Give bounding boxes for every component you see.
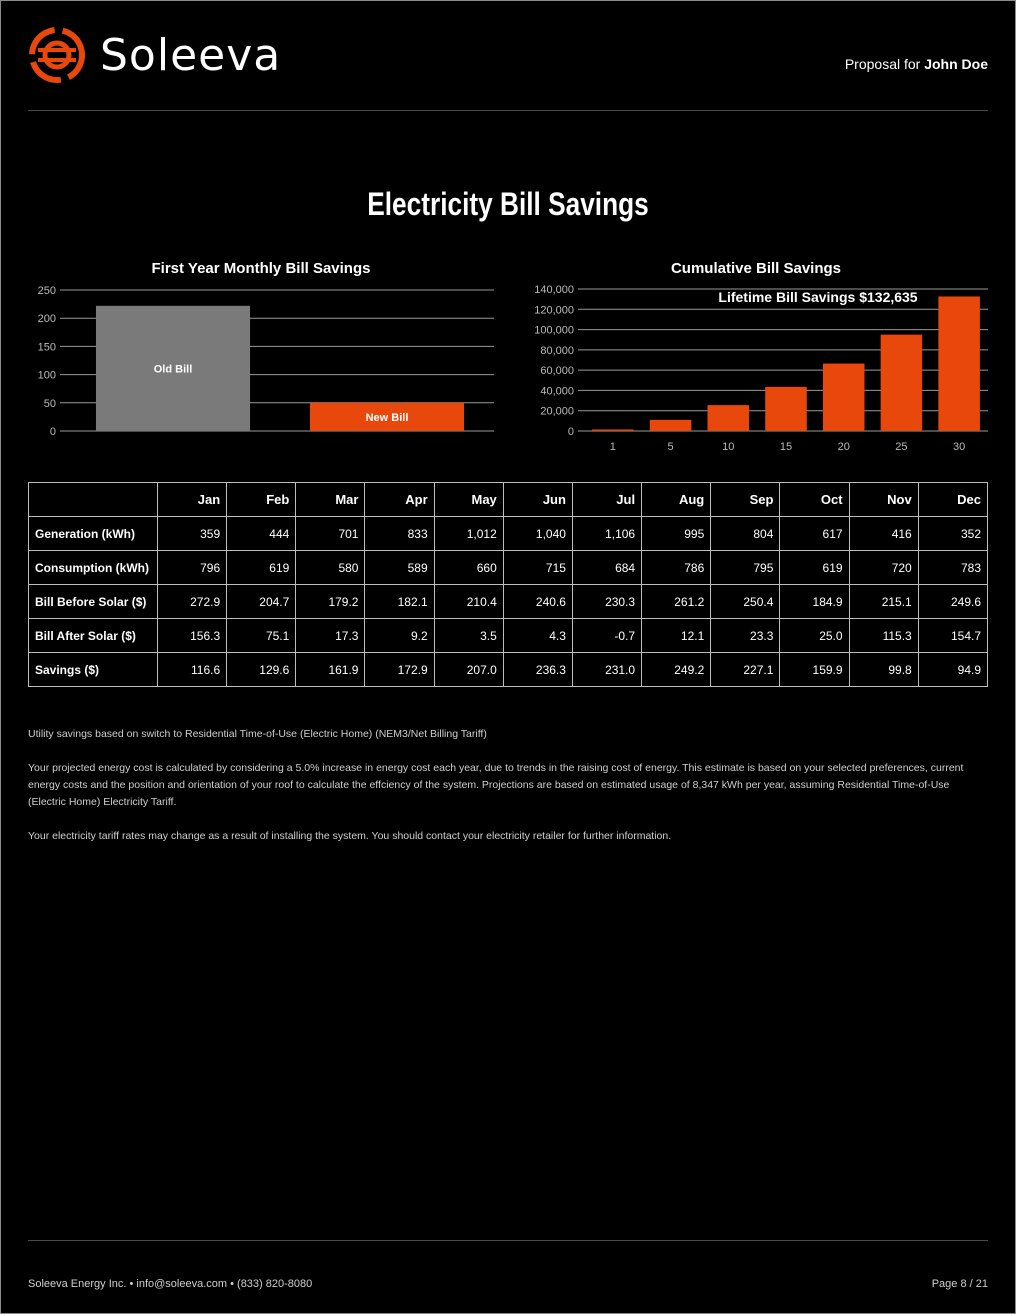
table-row <box>29 619 988 653</box>
table-cell: 182.1 <box>365 585 434 619</box>
notes <box>28 726 988 862</box>
row-header: Savings ($) <box>29 653 158 687</box>
table-cell: 159.9 <box>780 653 849 687</box>
table-row <box>29 551 988 585</box>
x-tick-label: 20 <box>837 441 850 453</box>
table-cell: 995 <box>642 517 711 551</box>
x-tick-label: 1 <box>609 441 616 453</box>
column-header: Nov <box>849 483 918 517</box>
table-cell: 179.2 <box>296 585 365 619</box>
monthly-energy-table <box>28 482 988 687</box>
table-cell: 619 <box>780 551 849 585</box>
column-header: Sep <box>711 483 780 517</box>
page-number: Page 8 / 21 <box>931 1278 988 1290</box>
page-title: Electricity Bill Savings <box>367 186 649 222</box>
bar-year-25 <box>881 335 923 431</box>
y-tick-label: 250 <box>37 285 56 297</box>
x-tick-label: 25 <box>895 441 908 453</box>
table-cell: 720 <box>849 551 918 585</box>
table-cell: 416 <box>849 517 918 551</box>
y-tick-label: 120,000 <box>534 304 574 317</box>
table-cell: 17.3 <box>296 619 365 653</box>
table-cell: 116.6 <box>158 653 227 687</box>
table-cell: 589 <box>365 551 434 585</box>
row-header: Consumption (kWh) <box>29 551 158 585</box>
brand-name: Soleeva <box>100 29 282 81</box>
table-cell: 701 <box>296 517 365 551</box>
x-tick-label: 30 <box>953 441 966 453</box>
table-cell: -0.7 <box>572 619 641 653</box>
table-cell: 115.3 <box>849 619 918 653</box>
table-cell: 154.7 <box>918 619 987 653</box>
cumulative-savings-chart-title: Cumulative Bill Savings <box>670 260 842 277</box>
table-cell: 249.6 <box>918 585 987 619</box>
y-tick-label: 150 <box>37 341 56 354</box>
table-cell: 25.0 <box>780 619 849 653</box>
table-cell: 156.3 <box>158 619 227 653</box>
y-tick-label: 100 <box>37 369 56 382</box>
x-tick-label: 10 <box>722 441 735 453</box>
table-cell: 4.3 <box>503 619 572 653</box>
y-tick-label: 20,000 <box>540 405 574 418</box>
bar-label: New Bill <box>365 411 409 424</box>
table-cell: 617 <box>780 517 849 551</box>
table-cell: 272.9 <box>158 585 227 619</box>
y-tick-label: 0 <box>567 426 574 438</box>
y-tick-label: 0 <box>49 426 56 438</box>
table-cell: 804 <box>711 517 780 551</box>
column-header: Aug <box>642 483 711 517</box>
table-cell: 249.2 <box>642 653 711 687</box>
table-cell: 236.3 <box>503 653 572 687</box>
table-cell: 215.1 <box>849 585 918 619</box>
column-header: May <box>434 483 503 517</box>
table-cell: 660 <box>434 551 503 585</box>
proposal-for <box>845 56 988 72</box>
y-tick-label: 80,000 <box>540 344 574 357</box>
header-divider <box>28 110 988 111</box>
footer-divider <box>28 1240 988 1241</box>
x-tick-label: 15 <box>779 441 793 453</box>
table-corner-cell <box>29 483 158 517</box>
table-cell: 786 <box>642 551 711 585</box>
y-tick-label: 200 <box>37 313 56 326</box>
table-row <box>29 517 988 551</box>
table-cell: 783 <box>918 551 987 585</box>
column-header: Mar <box>296 483 365 517</box>
table-cell: 715 <box>503 551 572 585</box>
table-cell: 94.9 <box>918 653 987 687</box>
row-header: Bill Before Solar ($) <box>29 585 158 619</box>
table-cell: 161.9 <box>296 653 365 687</box>
table-cell: 231.0 <box>572 653 641 687</box>
bar-year-10 <box>708 405 750 431</box>
table-cell: 1,106 <box>572 517 641 551</box>
table-cell: 3.5 <box>434 619 503 653</box>
note-paragraph: Your projected energy cost is calculated by considering a 5.0% increase in energy cost each year, due to trends in the raising cost of energy. This estimate is based on your selected preferences, current energy costs and the position and orientation of your roof to calculate the effciency of the system. Projections are based on estimated usage of 8,347 kWh per year, assuming Residential Time-of-Use (Electric Home) Electricity Tariff. <box>28 762 964 808</box>
column-header: Apr <box>365 483 434 517</box>
note-paragraph: Your electricity tariff rates may change as a result of installing the system. You should contact your electricity retailer for further information. <box>28 830 672 842</box>
y-tick-label: 60,000 <box>540 365 574 378</box>
table-cell: 444 <box>227 517 296 551</box>
table-cell: 352 <box>918 517 987 551</box>
table-cell: 359 <box>158 517 227 551</box>
table-cell: 99.8 <box>849 653 918 687</box>
row-header: Generation (kWh) <box>29 517 158 551</box>
column-header: Feb <box>227 483 296 517</box>
table-row <box>29 653 988 687</box>
table-cell: 227.1 <box>711 653 780 687</box>
column-header: Jan <box>158 483 227 517</box>
bar-year-20 <box>823 364 865 431</box>
table-cell: 580 <box>296 551 365 585</box>
table-cell: 1,040 <box>503 517 572 551</box>
table-cell: 9.2 <box>365 619 434 653</box>
table-cell: 23.3 <box>711 619 780 653</box>
monthly-savings-chart <box>28 280 498 440</box>
y-tick-label: 100,000 <box>534 324 574 337</box>
note-paragraph: Utility savings based on switch to Residential Time-of-Use (Electric Home) (NEM3/Net Billing Tariff) <box>28 728 487 740</box>
table-cell: 207.0 <box>434 653 503 687</box>
column-header: Jun <box>503 483 572 517</box>
bar-label: Old Bill <box>153 363 193 376</box>
x-tick-label: 5 <box>667 441 674 453</box>
table-cell: 1,012 <box>434 517 503 551</box>
table-cell: 204.7 <box>227 585 296 619</box>
table-cell: 796 <box>158 551 227 585</box>
cumulative-savings-chart <box>520 280 992 460</box>
bar-year-5 <box>650 420 692 431</box>
column-header: Jul <box>572 483 641 517</box>
proposal-prefix: Proposal for <box>844 56 921 72</box>
table-cell: 619 <box>227 551 296 585</box>
table-row <box>29 585 988 619</box>
table-cell: 129.6 <box>227 653 296 687</box>
y-tick-label: 140,000 <box>534 284 574 296</box>
column-header: Dec <box>918 483 987 517</box>
table-cell: 184.9 <box>780 585 849 619</box>
client-name: John Doe <box>924 56 988 72</box>
table-header-row <box>29 483 988 517</box>
table-cell: 12.1 <box>642 619 711 653</box>
y-tick-label: 40,000 <box>540 385 574 398</box>
table-cell: 210.4 <box>434 585 503 619</box>
footer-contact: Soleeva Energy Inc. • info@soleeva.com • (833) 820-8080 <box>28 1278 313 1290</box>
monthly-savings-chart-title: First Year Monthly Bill Savings <box>151 260 371 277</box>
table-cell: 833 <box>365 517 434 551</box>
table-cell: 172.9 <box>365 653 434 687</box>
column-header: Oct <box>780 483 849 517</box>
bar-year-15 <box>765 387 807 431</box>
row-header: Bill After Solar ($) <box>29 619 158 653</box>
table-cell: 240.6 <box>503 585 572 619</box>
table-cell: 75.1 <box>227 619 296 653</box>
table-cell: 250.4 <box>711 585 780 619</box>
sun-ring-logo-icon <box>28 26 86 84</box>
lifetime-savings-annotation: Lifetime Bill Savings $132,635 <box>718 289 918 305</box>
y-tick-label: 50 <box>43 397 56 410</box>
table-cell: 684 <box>572 551 641 585</box>
bar-year-30 <box>938 296 980 431</box>
table-cell: 261.2 <box>642 585 711 619</box>
brand <box>28 26 281 84</box>
bar-year-1 <box>592 429 634 431</box>
table-cell: 230.3 <box>572 585 641 619</box>
table-cell: 795 <box>711 551 780 585</box>
